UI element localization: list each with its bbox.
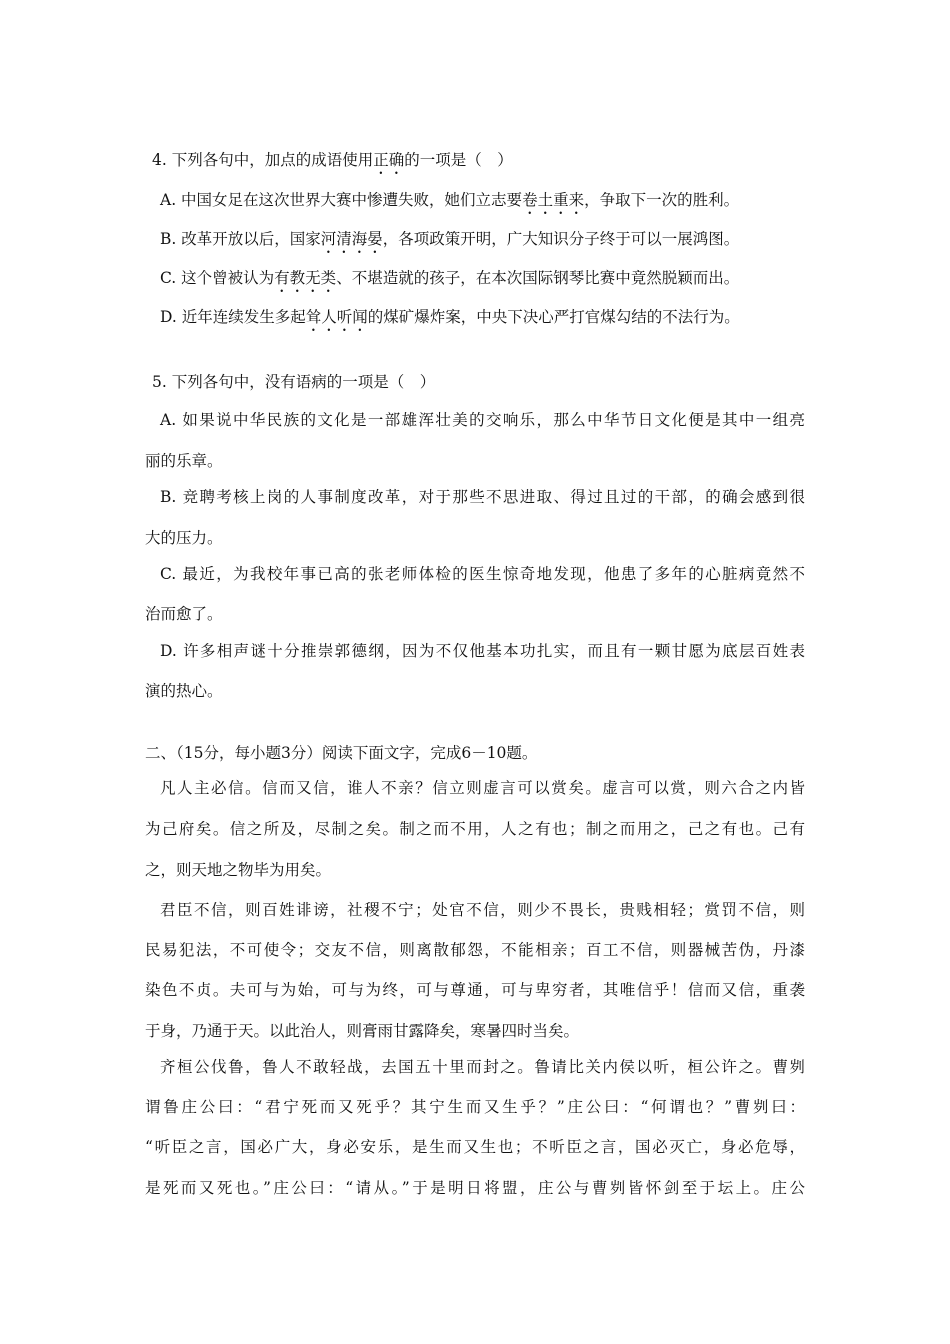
q5-option-a-cont: 丽的乐章。 [145,452,223,470]
passage-p3-line3: “听臣之言，国必广大，身必安乐，是生而又生也；不听臣之言，国必灭亡，身必危辱， [145,1138,805,1156]
q4-option-d: D. 近年连续发生多起耸人听闻的煤矿爆炸案，中央下决心严打官煤勾结的不法行为。 [160,308,740,326]
passage-p3-line2: 谓鲁庄公曰：“君宁死而又死乎？其宁生而又生乎？”庄公曰：“何谓也？”曹刿曰： [145,1098,805,1116]
passage-p3-line4: 是死而又死也。”庄公曰：“请从。”于是明日将盟，庄公与曹刿皆怀剑至于坛上。庄公 [145,1179,805,1197]
emphasized-text: 卷土重来 [522,191,585,209]
emphasized-text: 河清海晏 [320,230,383,248]
passage-p1-line1: 凡人主必信。信而又信，谁人不亲？信立则虚言可以赏矣。虚言可以赏，则六合之内皆 [160,779,805,797]
passage-p3-line1: 齐桓公伐鲁，鲁人不敢轻战，去国五十里而封之。鲁请比关内侯以听，桓公许之。曹刿 [160,1058,805,1076]
q5-stem: 5. 下列各句中，没有语病的一项是（ ） [152,373,436,391]
q5-option-b: B. 竞聘考核上岗的人事制度改革，对于那些不思进取、得过且过的干部，的确会感到很 [160,488,805,506]
emphasized-text: 正确 [373,151,405,169]
q4-option-b: B. 改革开放以后，国家河清海晏，各项政策开明，广大知识分子终于可以一展鸿图。 [160,230,740,248]
q5-option-c: C. 最近，为我校年事已高的张老师体检的医生惊奇地发现，他患了多年的心脏病竟然不 [160,565,805,583]
passage-p1-line2: 为己府矣。信之所及，尽制之矣。制之而不用，人之有也；制之而用之，己之有也。己有 [145,820,805,838]
q4-option-a: A. 中国女足在这次世界大赛中惨遭失败，她们立志要卷土重来，争取下一次的胜利。 [160,191,740,209]
emphasized-text: 有教无类 [274,269,337,287]
passage-p2-line3: 染色不贞。夫可与为始，可与为终，可与尊通，可与卑穷者，其唯信乎！信而又信，重袭 [145,981,805,999]
q4-option-c: C. 这个曾被认为有教无类、不堪造就的孩子，在本次国际钢琴比赛中竟然脱颖而出。 [160,269,740,287]
q5-option-d: D. 许多相声谜十分推崇郭德纲，因为不仅他基本功扎实，而且有一颗甘愿为底层百姓表 [160,642,805,660]
passage-p1-line3: 之，则天地之物毕为用矣。 [145,861,332,879]
q4-stem: 4. 下列各句中，加点的成语使用正确的一项是（ ） [152,151,513,169]
emphasized-text: 耸人听闻 [305,308,368,326]
q5-option-d-cont: 演的热心。 [145,682,223,700]
passage-p2-line2: 民易犯法，不可使令；交友不信，则离散郁怨，不能相亲；百工不信，则器械苦伪，丹漆 [145,941,805,959]
section2-header: 二、（15分，每小题3分）阅读下面文字，完成6－10题。 [145,744,538,762]
q5-option-b-cont: 大的压力。 [145,529,223,547]
q5-option-c-cont: 治而愈了。 [145,605,223,623]
passage-p2-line4: 于身，乃通于天。以此治人，则膏雨甘露降矣，寒暑四时当矣。 [145,1022,580,1040]
q5-option-a: A. 如果说中华民族的文化是一部雄浑壮美的交响乐，那么中华节日文化便是其中一组亮 [160,411,805,429]
passage-p2-line1: 君臣不信，则百姓诽谤，社稷不宁；处官不信，则少不畏长，贵贱相轻；赏罚不信，则 [160,901,805,919]
